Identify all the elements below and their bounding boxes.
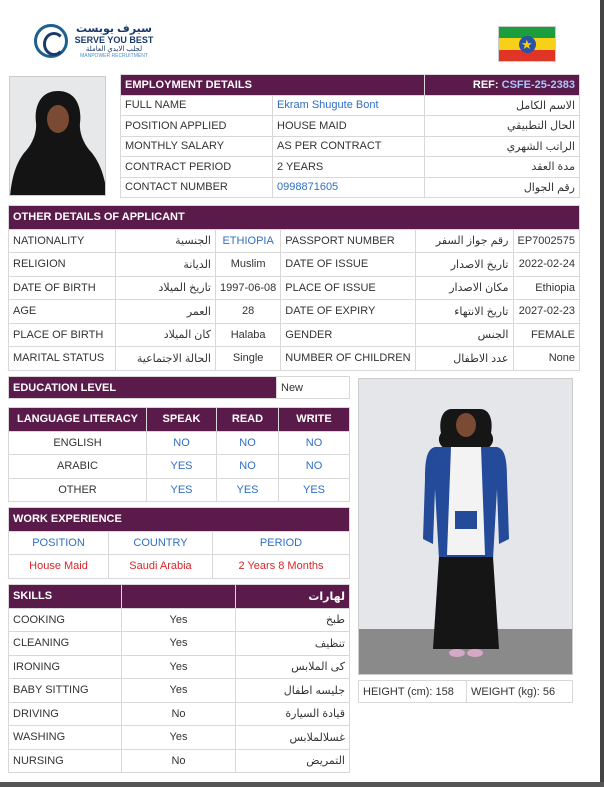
header	[8, 10, 592, 70]
work-period: 2 Years 8 Months	[213, 555, 350, 579]
ethiopia-flag-icon	[498, 26, 556, 62]
table-row	[9, 726, 350, 750]
field-label: AGE	[9, 300, 116, 324]
scrollbar-edge	[600, 0, 604, 787]
field-label: POSITION APPLIED	[121, 116, 273, 137]
field-label-ar: الجنسية	[116, 229, 216, 253]
skill-name-ar: جليسه اطفال	[236, 679, 350, 703]
table-row	[9, 323, 580, 347]
height-value: HEIGHT (cm): 158	[359, 681, 467, 703]
reference-cell	[425, 75, 580, 96]
company-logo	[34, 24, 154, 68]
field-label: MONTHLY SALARY	[121, 136, 273, 157]
table-row	[9, 300, 580, 324]
other-details-title: OTHER DETAILS OF APPLICANT	[9, 206, 580, 230]
skill-value: Yes	[122, 679, 236, 703]
logo-name-en: SERVE YOU BEST	[74, 35, 154, 45]
field-label: RELIGION	[9, 253, 116, 277]
field-value: Ethiopia	[513, 276, 580, 300]
field-label-ar: الجنس	[415, 323, 513, 347]
skill-name-ar: قيادة السيارة	[236, 702, 350, 726]
skill-value: No	[122, 702, 236, 726]
applicant-full-body-photo	[358, 378, 573, 675]
language-name: ENGLISH	[9, 431, 147, 455]
write-value: NO	[279, 431, 350, 455]
field-value: HOUSE MAID	[273, 116, 425, 137]
field-label: GENDER	[281, 323, 415, 347]
read-value: NO	[217, 455, 279, 479]
field-label: NATIONALITY	[9, 229, 116, 253]
skill-value: Yes	[122, 608, 236, 632]
field-label-ar: مكان الاصدار	[415, 276, 513, 300]
table-row	[9, 702, 350, 726]
field-label: PASSPORT NUMBER	[281, 229, 415, 253]
skill-name: NURSING	[9, 749, 122, 773]
employment-details-table	[120, 74, 580, 198]
other-details-table	[8, 205, 580, 371]
skills-title-ar: لهارات	[236, 585, 350, 609]
ref-label: REF:	[472, 78, 499, 91]
write-value: YES	[279, 478, 350, 502]
skill-name: IRONING	[9, 655, 122, 679]
skill-name-ar: طبخ	[236, 608, 350, 632]
write-value: NO	[279, 455, 350, 479]
field-label-ar: العمر	[116, 300, 216, 324]
field-value: 0998871605	[273, 177, 425, 198]
field-label-ar: عدد الاطفال	[415, 347, 513, 371]
table-row	[9, 632, 350, 656]
period-header: PERIOD	[213, 531, 350, 555]
bottom-edge	[0, 782, 604, 787]
field-label-ar: الاسم الكامل	[425, 95, 580, 116]
work-country: Saudi Arabia	[109, 555, 213, 579]
field-value: AS PER CONTRACT	[273, 136, 425, 157]
field-label-ar: كان الميلاد	[116, 323, 216, 347]
field-label: DATE OF ISSUE	[281, 253, 415, 277]
skill-value: No	[122, 749, 236, 773]
field-label-ar: تاريخ الانتهاء	[415, 300, 513, 324]
field-label-ar: الحالة الاجتماعية	[116, 347, 216, 371]
ref-number: CSFE-25-2383	[501, 78, 575, 91]
skill-name: DRIVING	[9, 702, 122, 726]
table-row	[9, 679, 350, 703]
field-label: FULL NAME	[121, 95, 273, 116]
table-row	[9, 229, 580, 253]
table-row	[9, 253, 580, 277]
skill-name: WASHING	[9, 726, 122, 750]
language-name: OTHER	[9, 478, 147, 502]
position-header: POSITION	[9, 531, 109, 555]
applicant-portrait	[9, 76, 106, 196]
table-row	[9, 276, 580, 300]
logo-tagline-ar: لجلب الايدي العاملة	[85, 46, 143, 53]
field-label: DATE OF EXPIRY	[281, 300, 415, 324]
table-row	[9, 347, 580, 371]
field-value: 2 YEARS	[273, 157, 425, 178]
skills-header-blank	[122, 585, 236, 609]
language-name: ARABIC	[9, 455, 147, 479]
table-row	[121, 157, 580, 178]
field-label: PLACE OF BIRTH	[9, 323, 116, 347]
field-value: ETHIOPIA	[215, 229, 280, 253]
field-value: EP7002575	[513, 229, 580, 253]
table-row	[121, 95, 580, 116]
read-header: READ	[217, 408, 279, 432]
table-row	[121, 136, 580, 157]
field-value: Single	[215, 347, 280, 371]
skill-name-ar: تنظيف	[236, 632, 350, 656]
language-literacy-table	[8, 407, 350, 502]
country-header: COUNTRY	[109, 531, 213, 555]
write-header: WRITE	[279, 408, 350, 432]
education-table	[8, 376, 350, 399]
table-row	[121, 177, 580, 198]
field-value: 28	[215, 300, 280, 324]
speak-header: SPEAK	[147, 408, 217, 432]
logo-name-ar: سيرف يوبست	[76, 23, 152, 35]
skills-title: SKILLS	[9, 585, 122, 609]
work-experience-table	[8, 507, 350, 579]
field-value: Ekram Shugute Bont	[273, 95, 425, 116]
weight-value: WEIGHT (kg): 56	[467, 681, 573, 703]
table-row	[121, 116, 580, 137]
field-label: CONTRACT PERIOD	[121, 157, 273, 178]
read-value: NO	[217, 431, 279, 455]
read-value: YES	[217, 478, 279, 502]
table-row	[9, 555, 350, 579]
speak-value: YES	[147, 478, 217, 502]
skill-value: Yes	[122, 632, 236, 656]
skill-value: Yes	[122, 726, 236, 750]
logo-tagline-en: MANPOWER RECRUITMENT	[80, 53, 148, 59]
field-label-ar: مدة العقد	[425, 157, 580, 178]
field-label: PLACE OF ISSUE	[281, 276, 415, 300]
table-row	[9, 431, 350, 455]
work-position: House Maid	[9, 555, 109, 579]
table-row	[9, 655, 350, 679]
table-row	[9, 478, 350, 502]
field-value: Halaba	[215, 323, 280, 347]
skill-name-ar: التمريض	[236, 749, 350, 773]
skills-table	[8, 584, 350, 773]
skill-name: COOKING	[9, 608, 122, 632]
field-label-ar: رقم الجوال	[425, 177, 580, 198]
field-label-ar: رقم جواز السفر	[415, 229, 513, 253]
table-row	[9, 749, 350, 773]
field-label-ar: الراتب الشهري	[425, 136, 580, 157]
skill-name-ar: كى الملابس	[236, 655, 350, 679]
skill-name: BABY SITTING	[9, 679, 122, 703]
education-level-value: New	[277, 377, 350, 399]
field-value: 2022-02-24	[513, 253, 580, 277]
field-label: CONTACT NUMBER	[121, 177, 273, 198]
field-value: 2027-02-23	[513, 300, 580, 324]
field-value: Muslim	[215, 253, 280, 277]
field-label-ar: تاريخ الميلاد	[116, 276, 216, 300]
speak-value: YES	[147, 455, 217, 479]
field-label-ar: الحال التطبيقي	[425, 116, 580, 137]
work-experience-title: WORK EXPERIENCE	[9, 508, 350, 532]
table-row	[9, 455, 350, 479]
field-label-ar: تاريخ الاصدار	[415, 253, 513, 277]
skill-name: CLEANING	[9, 632, 122, 656]
field-label: MARITAL STATUS	[9, 347, 116, 371]
field-label: NUMBER OF CHILDREN	[281, 347, 415, 371]
measurements-table	[358, 680, 573, 703]
employment-details-title: EMPLOYMENT DETAILS	[121, 75, 425, 96]
logo-icon	[34, 24, 68, 58]
skill-value: Yes	[122, 655, 236, 679]
speak-value: NO	[147, 431, 217, 455]
field-value: None	[513, 347, 580, 371]
skill-name-ar: غسلالملابس	[236, 726, 350, 750]
field-label: DATE OF BIRTH	[9, 276, 116, 300]
language-header: LANGUAGE LITERACY	[9, 408, 147, 432]
field-label-ar: الديانة	[116, 253, 216, 277]
field-value: FEMALE	[513, 323, 580, 347]
education-level-label: EDUCATION LEVEL	[9, 377, 277, 399]
table-row	[9, 608, 350, 632]
field-value: 1997-06-08	[215, 276, 280, 300]
